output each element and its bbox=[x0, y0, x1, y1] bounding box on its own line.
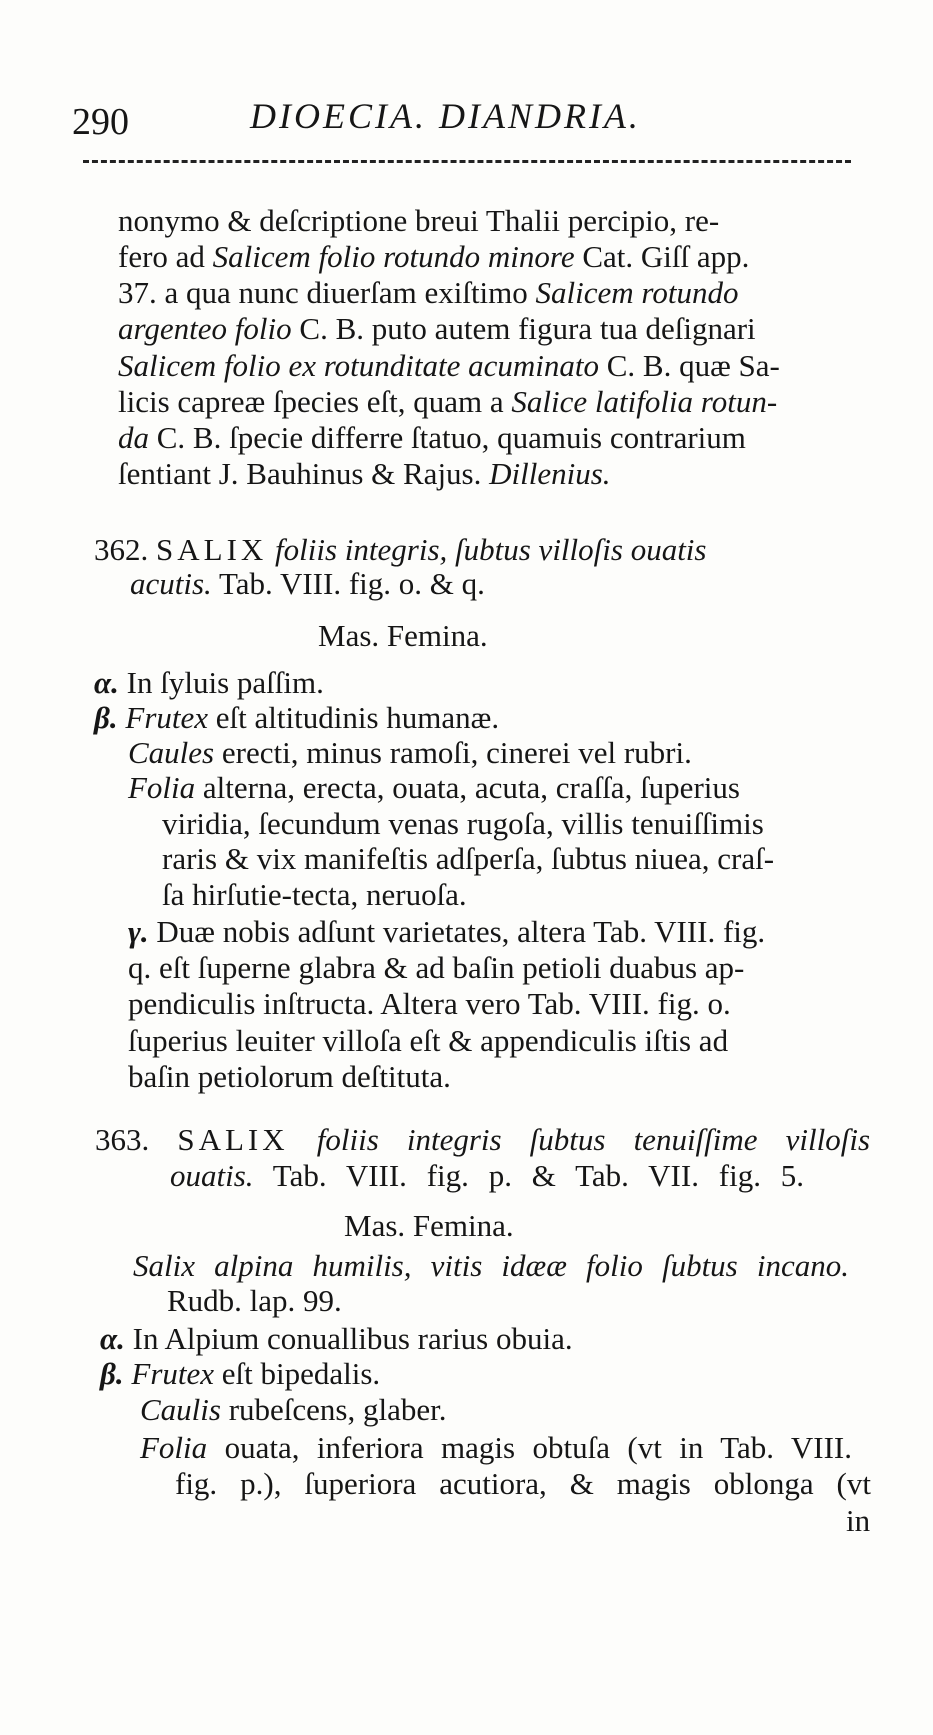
text-segment: fero ad bbox=[118, 239, 213, 274]
text-segment: Frutex bbox=[131, 1356, 215, 1391]
carry-line-5 bbox=[118, 350, 780, 381]
text-segment: viridia, ſecundum venas rugoſa, villis tenuiſſimis bbox=[162, 806, 764, 841]
text-segment: α. bbox=[100, 1321, 133, 1356]
text-segment: eſt altitudinis humanæ. bbox=[208, 700, 500, 735]
e363-line-4 bbox=[133, 1250, 849, 1281]
e362-line-14 bbox=[128, 1025, 728, 1056]
text-segment: SALIX bbox=[156, 532, 268, 567]
text-segment: pendiculis inſtructa. Altera vero Tab. VIII. fig. o. bbox=[128, 986, 731, 1021]
carry-line-8 bbox=[118, 458, 611, 489]
text-segment: Folia bbox=[128, 770, 196, 805]
text-segment: rubeſcens, glaber. bbox=[220, 1392, 447, 1427]
text-segment: Duæ nobis adſunt varietates, altera Tab. VIII. fig. bbox=[156, 914, 766, 949]
running-title: DIOECIA. DIANDRIA. bbox=[250, 96, 641, 136]
e363-line-8 bbox=[140, 1394, 447, 1425]
carry-line-6 bbox=[118, 386, 777, 417]
e363-line-11 bbox=[846, 1505, 870, 1536]
text-segment: Rudb. lap. 99. bbox=[167, 1283, 342, 1318]
text-segment: acutis. bbox=[130, 566, 212, 601]
text-segment: In Alpium conuallibus rarius obuia. bbox=[132, 1321, 573, 1356]
e363-line-6 bbox=[100, 1323, 573, 1354]
text-segment: ſa hirſutie-tecta, neruoſa. bbox=[162, 877, 467, 912]
text-segment: Cat. Giſſ app. bbox=[574, 239, 750, 274]
text-segment: Frutex bbox=[125, 700, 209, 735]
text-segment: Caulis bbox=[140, 1392, 221, 1427]
e362-line-11 bbox=[128, 916, 765, 947]
page-number: 290 bbox=[72, 101, 129, 143]
text-segment: Caules bbox=[128, 735, 215, 770]
e363-line-1 bbox=[95, 1124, 870, 1155]
text-segment: q. eſt ſuperne glabra & ad baſin petioli duabus ap- bbox=[128, 950, 745, 985]
e362-line-5 bbox=[94, 702, 499, 733]
text-segment: Salix alpina humilis, vitis idææ folio ſubtus incano. bbox=[133, 1248, 849, 1283]
text-segment: 362. bbox=[94, 532, 156, 567]
text-segment: γ. bbox=[128, 914, 157, 949]
e362-line-2 bbox=[130, 568, 485, 599]
e363-line-9 bbox=[140, 1432, 852, 1463]
text-segment: C. B. ſpecie differre ſtatuo, quamuis contrarium bbox=[149, 420, 746, 455]
text-segment: Salicem folio ex rotunditate acuminato bbox=[118, 348, 599, 383]
text-segment: alterna, erecta, ouata, acuta, craſſa, ſuperius bbox=[195, 770, 740, 805]
e362-line-7 bbox=[128, 772, 740, 803]
text-segment: foliis integris ſubtus tenuiſſime villoſis bbox=[316, 1122, 871, 1157]
text-segment: C. B. puto autem figura tua deſignari bbox=[291, 311, 756, 346]
text-segment: Salice latifolia rotun- bbox=[511, 384, 778, 419]
e363-line-3 bbox=[344, 1210, 514, 1241]
carry-line-1 bbox=[118, 205, 719, 236]
text-segment: eſt bipedalis. bbox=[214, 1356, 381, 1391]
text-segment: argenteo folio bbox=[118, 311, 292, 346]
text-segment: Salicem folio rotundo minore bbox=[212, 239, 575, 274]
text-segment: foliis integris, ſubtus villoſis ouatis bbox=[275, 532, 707, 567]
text-segment: Tab. VIII. fig. p. & Tab. VII. fig. 5. bbox=[253, 1158, 804, 1193]
text-segment: raris & vix manifeſtis adſperſa, ſubtus niuea, craſ- bbox=[162, 841, 775, 876]
e362-line-8 bbox=[162, 808, 764, 839]
text-segment: Salicem rotundo bbox=[535, 275, 739, 310]
e362-line-13 bbox=[128, 988, 731, 1019]
e363-line-7 bbox=[100, 1358, 380, 1389]
e362-line-9 bbox=[162, 843, 774, 874]
carry-line-2 bbox=[118, 241, 749, 272]
e362-line-10 bbox=[162, 879, 467, 910]
e362-line-12 bbox=[128, 952, 744, 983]
text-segment: In ſyluis paſſim. bbox=[126, 665, 324, 700]
text-segment: 37. a qua nunc diuerſam exiſtimo bbox=[118, 275, 536, 310]
e362-line-1 bbox=[94, 534, 707, 565]
text-segment: ouatis. bbox=[170, 1158, 254, 1193]
e362-line-4 bbox=[94, 667, 324, 698]
e362-line-6 bbox=[128, 737, 692, 768]
text-segment: baſin petiolorum deſtituta. bbox=[128, 1059, 451, 1094]
e362-line-15 bbox=[128, 1061, 451, 1092]
text-segment: α. bbox=[94, 665, 127, 700]
text-segment: ſentiant J. Bauhinus & Rajus. bbox=[118, 456, 490, 491]
text-segment: Folia bbox=[140, 1430, 208, 1465]
text-segment: ouata, inferiora magis obtuſa (vt in Tab. VIII. bbox=[207, 1430, 852, 1465]
text-segment: β. bbox=[94, 700, 126, 735]
text-segment: Mas. Femina. bbox=[318, 618, 488, 653]
text-segment: nonymo & deſcriptione breui Thalii percipio, re- bbox=[118, 203, 720, 238]
text-segment bbox=[267, 532, 275, 567]
text-segment: 363. bbox=[95, 1122, 178, 1157]
text-segment: Dillenius. bbox=[489, 456, 611, 491]
carry-line-4 bbox=[118, 313, 756, 344]
text-segment: ſuperius leuiter villoſa eſt & appendiculis iſtis ad bbox=[128, 1023, 729, 1058]
header-rule bbox=[83, 160, 851, 163]
text-segment: licis capreæ ſpecies eſt, quam a bbox=[118, 384, 512, 419]
text-segment: SALIX bbox=[177, 1122, 289, 1157]
carry-line-7 bbox=[118, 422, 746, 453]
text-segment bbox=[289, 1122, 317, 1157]
text-segment: da bbox=[118, 420, 149, 455]
text-segment: Tab. VIII. fig. o. & q. bbox=[211, 566, 485, 601]
text-segment: in bbox=[846, 1503, 871, 1538]
e363-line-2 bbox=[170, 1160, 804, 1191]
e362-line-3 bbox=[318, 620, 488, 651]
text-segment: β. bbox=[100, 1356, 132, 1391]
e363-line-10 bbox=[175, 1468, 871, 1499]
text-segment: erecti, minus ramoſi, cinerei vel rubri. bbox=[214, 735, 692, 770]
text-segment: Mas. Femina. bbox=[344, 1208, 514, 1243]
e363-line-5 bbox=[167, 1285, 342, 1316]
text-segment: fig. p.), ſuperiora acutiora, & magis oblonga (vt bbox=[175, 1466, 871, 1501]
text-segment: C. B. quæ Sa- bbox=[598, 348, 780, 383]
carry-line-3 bbox=[118, 277, 738, 308]
